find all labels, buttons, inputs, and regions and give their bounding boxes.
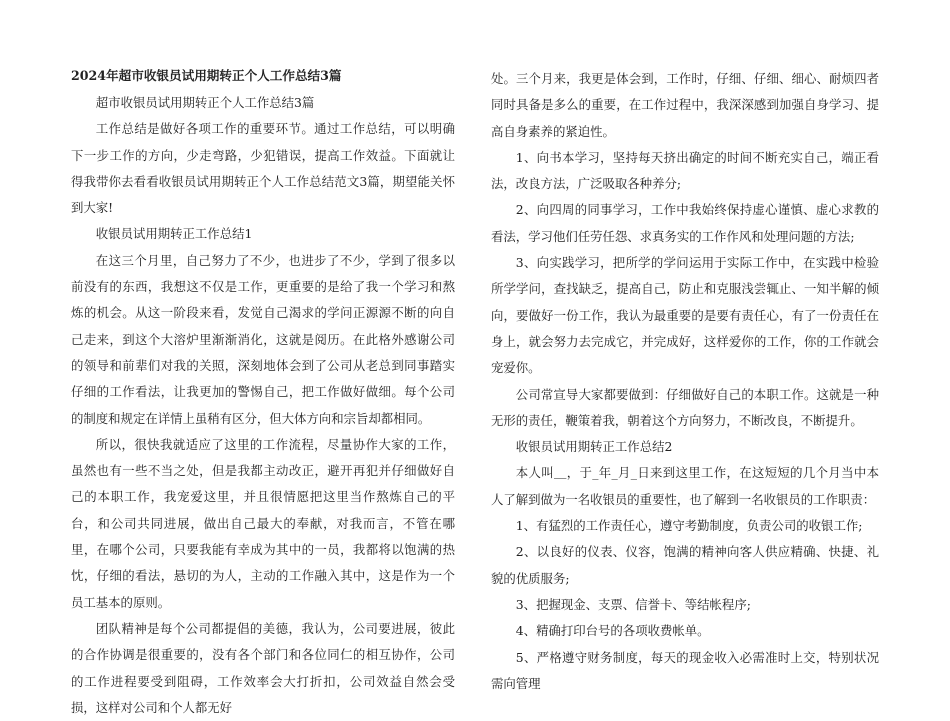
paragraph: 工作总结是做好各项工作的重要环节。通过工作总结，可以明确下一步工作的方向，少走弯路，少犯错误，提高工作效益。下面就让得我带你去看看收银员试用期转正个人工作总结范文3篇，期望能关怀到大家! bbox=[71, 121, 455, 216]
paragraph: 处。三个月来，我更是体会到，工作时，仔细、仔细、细心、耐烦四者同时具备是多么的重要，在工作过程中，我深深感到加强自身学习、提高自身素养的紧迫性。 bbox=[491, 71, 879, 139]
paragraph: 本人叫＿，于_年_月_日来到这里工作，在这短短的几个月当中本人了解到做为一名收银员的重要性，也了解到一名收银员的工作职责： bbox=[491, 465, 879, 507]
left-column bbox=[71, 66, 455, 721]
paragraph: 收银员试用期转正工作总结2 bbox=[515, 439, 673, 455]
paragraph: 团队精神是每个公司都提倡的美德，我认为，公司要进展，彼此的合作协调是很重要的，没有各个部门和各位同仁的相互协作，公司的工作进程要受到阻碍，工作效率会大打折扣，公司效益自然会受损，这样对公司和个人都无好 bbox=[71, 620, 455, 715]
left-column-body bbox=[71, 90, 455, 721]
document-title: 2024年超市收银员试用期转正个人工作总结3篇 bbox=[71, 68, 342, 83]
paragraph: 1、有猛烈的工作责任心，遵守考勤制度，负责公司的收银工作; bbox=[515, 518, 863, 534]
paragraph: 公司常宣导大家都要做到：仔细做好自己的本职工作。这就是一种无形的责任，鞭策着我，朝着这个方向努力，不断改良，不断提升。 bbox=[491, 386, 879, 428]
paragraph: 2、以良好的仪表、仪容，饱满的精神向客人供应精确、快捷、礼貌的优质服务; bbox=[491, 544, 879, 586]
paragraph: 5、严格遵守财务制度，每天的现金收入必需准时上交，特别状况需向管理 bbox=[491, 649, 879, 691]
paragraph: 2、向四周的同事学习，工作中我始终保持虚心谨慎、虚心求教的看法，学习他们任劳任怨、求真务实的工作作风和处理问题的方法; bbox=[491, 202, 879, 244]
paragraph: 4、精确打印台号的各项收费帐单。 bbox=[515, 623, 710, 639]
paragraph: 3、把握现金、支票、信誉卡、等结帐程序; bbox=[515, 596, 751, 612]
right-column bbox=[491, 66, 879, 697]
paragraph: 1、向书本学习，坚持每天挤出确定的时间不断充实自己，端正看法，改良方法，广泛吸取各种养分; bbox=[491, 149, 879, 192]
paragraph: 所以，很快我就适应了这里的工作流程，尽量协作大家的工作，虽然也有一些不当之处，但是我都主动改正，避开再犯并仔细做好自己的本职工作，我宠爱这里，并且很情愿把这里当作熬炼自己的平台，和公司共同进展，做出自己最大的奉献，对我而言，不管在哪里，在哪个公司，只要我能有幸成为其中的一员，我都将以饱满的热忱，仔细的看法，悬切的为人，主动的工作融入其中，这是作为一个员工基本的原则。 bbox=[71, 436, 455, 610]
paragraph: 3、向实践学习，把所学的学问运用于实际工作中，在实践中检验所学学问，查找缺乏，提高自己，防止和克服浅尝辄止、一知半解的倾向，要做好一份工作，我认为最重要的是要有责任心，有了一份责任在身上，就会努力去完成它，并完成好，这样爱你的工作，你的工作就会宠爱你。 bbox=[491, 255, 879, 376]
paragraph: 在这三个月里，自己努力了不少，也进步了不少，学到了很多以前没有的东西，我想这不仅是工作，更重要的是给了我一个学习和熬炼的机会。从这一阶段来看，发觉自己渴求的学问正源源不断的向自己走来，到这个大溶炉里渐渐消化，这就是阅历。在此格外感谢公司的领导和前辈们对我的关照，深刻地体会到了公司从老总到同事踏实仔细的工作看法，让我更加的警惕自己，把工作做好做细。每个公司的制度和规定在详情上虽稍有区分，但大体方向和宗旨却都相同。 bbox=[71, 252, 455, 426]
paragraph: 收银员试用期转正工作总结1 bbox=[95, 226, 253, 242]
right-column-body bbox=[491, 66, 879, 697]
paragraph: 超市收银员试用期转正个人工作总结3篇 bbox=[95, 95, 315, 110]
